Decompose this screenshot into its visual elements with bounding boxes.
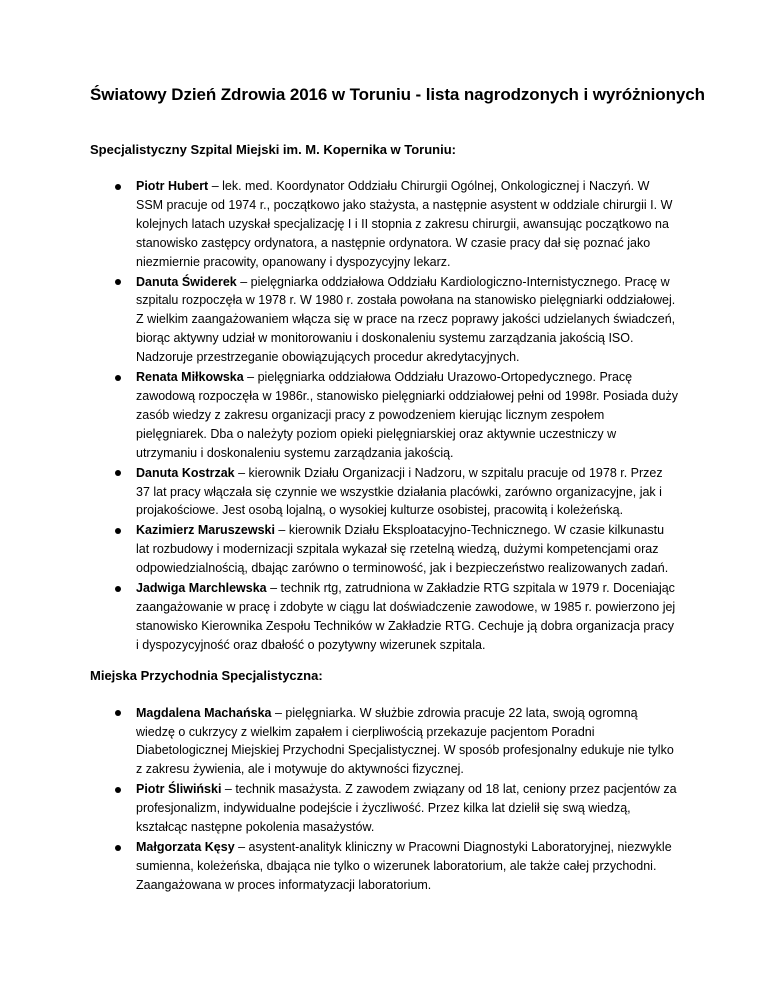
bullet-icon	[115, 528, 121, 534]
bullet-icon	[115, 375, 121, 381]
awardee-list	[90, 704, 678, 895]
list-item	[90, 177, 678, 272]
bullet-icon	[115, 787, 121, 793]
bullet-icon	[115, 184, 121, 190]
list-item	[90, 368, 678, 463]
list-item	[90, 579, 678, 655]
awardee-description: – technik rtg, zatrudniona w Zakładzie RTG szpitala w 1979 r. Doceniając zaangażowanie w pracę i zdobyte w ciągu lat doświadczenie zawodowe, w 1985 r. powierzono jej stanowisko Kierownika Zespołu Techników w Zakładzie RTG. Cechuje ją dobra organizacja pracy i dyspozycyjność oraz dbałość o pozytywny wizerunek szpitala.	[136, 581, 676, 652]
awardee-description: – pielęgniarka oddziałowa Oddziału Urazowo-Ortopedycznego. Pracę zawodową rozpoczęła w 1986r., stanowisko pielęgniarki oddziałowej pełni od 1998r. Posiada duży zasób wiedzy z zakresu organizacji pracy z powodzeniem kierując licznym zespołem pielęgniarek. Dba o należyty poziom opieki pielęgniarskiej oraz aktywnie uczestniczy w utrzymaniu i doskonaleniu systemu zarządzania jakością.	[136, 370, 678, 460]
document-title: Światowy Dzień Zdrowia 2016 w Toruniu - lista nagrodzonych i wyróżnionych	[90, 85, 705, 104]
awardee-description: – asystent-analityk kliniczny w Pracowni Diagnostyki Laboratoryjnej, niezwykle sumienna, koleżeńska, dbająca nie tylko o wizerunek laboratorium, ale także całej przychodni. Zaangażowana w proces informatyzacji laboratorium.	[136, 840, 672, 892]
awardee-name: Piotr Hubert	[136, 179, 209, 193]
awardee-description: – kierownik Działu Eksploatacyjno-Technicznego. W czasie kilkunastu lat rozbudowy i modernizacji szpitala wykazał się rzetelną wiedzą, dużymi kompetencjami oraz odpowiedzialnością, dbając zarówno o terminowość, jak i bezpieczeństwo realizowanych zadań.	[136, 523, 669, 576]
list-item	[90, 704, 678, 780]
awardee-name: Magdalena Machańska	[136, 705, 272, 720]
bullet-icon	[115, 470, 121, 476]
list-item	[90, 273, 678, 368]
awardee-description: – pielęgniarka oddziałowa Oddziału Kardiologiczno-Internistycznego. Pracę w szpitalu rozpoczęła w 1978 r. W 1980 r. została powołana na stanowisko pielęgniarki oddziałowej. Z wielkim zaangażowaniem włącza się w prace na rzecz poprawy jakości udzielanych świadczeń, biorąc aktywny udział w monitorowaniu i doskonaleniu systemu zarządzania jakością ISO. Nadzoruje przestrzeganie obowiązujących procedur akredytacyjnych.	[136, 274, 676, 365]
list-item	[90, 780, 678, 837]
awardee-description: – kierownik Działu Organizacji i Nadzoru, w szpitalu pracuje od 1978 r. Przez 37 lat pracy włączała się czynnie we wszystkie działania placówki, zarówno organizacyjne, jak i projakościowe. Jest osobą lojalną, o wysokiej kulturze osobistej, pracowitą i koleżeńską.	[136, 465, 663, 518]
bullet-icon	[115, 586, 121, 592]
awardee-name: Danuta Kostrzak	[136, 465, 235, 480]
awardee-name: Piotr Śliwiński	[136, 782, 222, 797]
awardee-name: Kazimierz Maruszewski	[136, 523, 275, 538]
awardee-description: – pielęgniarka. W służbie zdrowia pracuje 22 lata, swoją ogromną wiedzę o cukrzycy z wielkim zapałem i cierpliwością przekazuje pacjentom Poradni Diabetologicznej Miejskiej Przychodni Specjalistycznej. W sposób profesjonalny edukuje nie tylko z zakresu żywienia, ale i motywuje do aktywności fizycznej.	[136, 705, 674, 777]
awardee-list	[90, 177, 678, 655]
list-item	[90, 521, 678, 578]
bullet-icon	[115, 845, 121, 851]
section-heading: Miejska Przychodnia Specjalistyczna:	[90, 667, 323, 683]
section-heading: Specjalistyczny Szpital Miejski im. M. Kopernika w Toruniu:	[90, 142, 457, 157]
list-item	[90, 464, 678, 521]
awardee-name: Jadwiga Marchlewska	[136, 581, 267, 596]
bullet-icon	[115, 279, 121, 285]
awardee-name: Danuta Świderek	[136, 274, 237, 289]
bullet-icon	[115, 710, 121, 716]
section-hospital	[90, 141, 678, 655]
section-clinic	[90, 667, 678, 895]
awardee-description: – technik masażysta. Z zawodem związany od 18 lat, ceniony przez pacjentów za profesjonalizm, indywidualne podejście i życzliwość. Przez kilka lat dzielił się swą wiedzą, kształcąc następne pokolenia masażystów.	[136, 782, 677, 835]
list-item	[90, 838, 678, 895]
awardee-name: Renata Miłkowska	[136, 370, 244, 385]
awardee-name: Małgorzata Kęsy	[136, 840, 235, 854]
awardee-description: – lek. med. Koordynator Oddziału Chirurgii Ogólnej, Onkologicznej i Naczyń. W SSM pracuje od 1974 r., początkowo jako stażysta, a następnie asystent w oddziale chirurgii I. W kolejnych latach uzyskał specjalizację I i II stopnia z zakresu chirurgii, awansując początkowo na stanowisko zastępcy ordynatora, a następnie ordynatora. W czasie pracy dał się poznać jako niezmiernie pracowity, opanowany i dyspozycyjny lekarz.	[136, 179, 673, 269]
